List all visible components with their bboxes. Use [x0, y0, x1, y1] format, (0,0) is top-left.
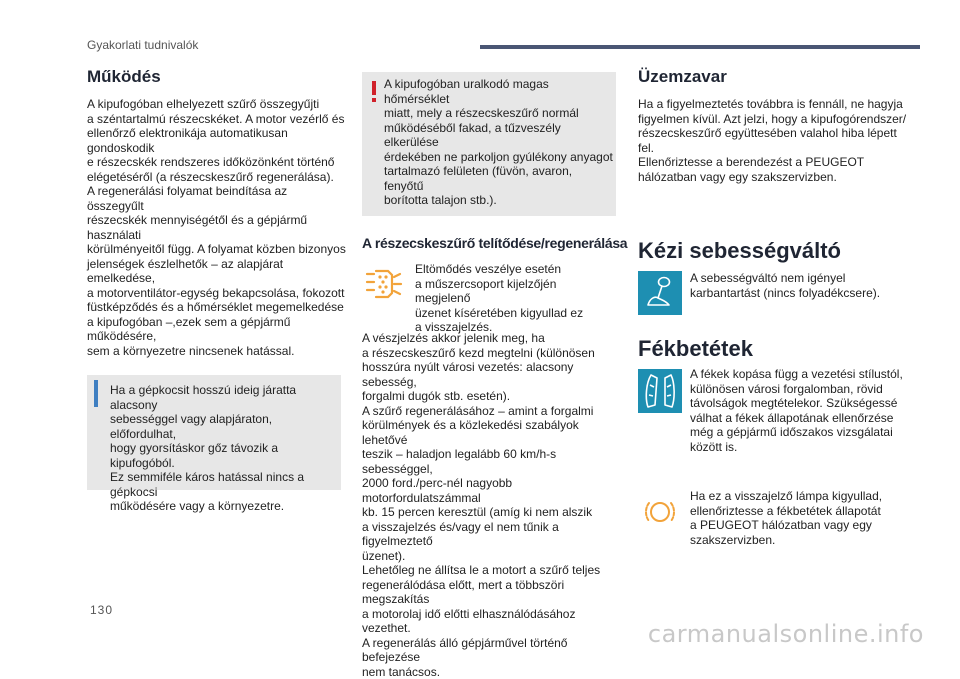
- fekbetetek-body: A fékek kopása függ a vezetési stílustól, különösen városi forgalomban, rövid távolságok megtételekor. Szükségessé válhat a fékek állapotának ellenőrzése még a gépjármű időszakos vizsgálatai között is.: [690, 367, 903, 454]
- warning-icon: [372, 81, 376, 95]
- info-note-text: Ha a gépkocsit hosszú ideig járatta alacsony sebességgel vagy alapjáraton, előfordulhat, hogy gyorsításkor gőz távozik a kipufogóból. Ez semmiféle káros hatással nincs a gépkocsi működésére vagy a környezetre.: [110, 383, 305, 513]
- dpf-icon-text: Eltömődés veszélye esetén a műszercsoport kijelzőjén megjelenő üzenet kíséretében kigyullad ez a visszajelzés.: [415, 262, 584, 334]
- info-note-box: [87, 375, 341, 513]
- mukodes-body: A kipufogóban elhelyezett szűrő összegyűjti a széntartalmú részecskéket. A motor vezérlő és ellenőrző elektronikája automatikusan gondoskodik e részecskék rendszeres időközönként történő elégetéséről (a részecskeszűrő regenerálása). A regenerálási folyamat beindítása az összegyűlt részecskék mennyiségétől és a gépjármű használati körülményeitől függ. A folyamat közben bizonyos jelenségek észlelhetők – az alapjárat emelkedése, a motorventilátor-egység bekapcsolása, fokozott füstképződés és a hőmérséklet megemelkedése a kipufogóban –,ezek sem a gépjármű működésére, sem a környezetre nincsenek hatással.: [87, 97, 346, 358]
- page-number: 130: [90, 603, 114, 617]
- fekbetetek-heading: Fékbetétek: [638, 336, 753, 361]
- brake-pads-icon: [638, 369, 682, 413]
- warning-box: [362, 72, 616, 216]
- regeneralas-heading: A részecskeszűrő telítődése/regenerálása: [362, 235, 628, 251]
- warning-box-text: A kipufogóban uralkodó magas hőmérséklet miatt, mely a részecskeszűrő normál működéséből fakad, a tűzveszély elkerülése érdekében ne parkoljon gyúlékony anyagot tartalmazó felületen (füvön, avaron, fenyőtű borította talajon stb.).: [384, 77, 613, 207]
- uzemzavar-heading: Üzemzavar: [638, 67, 727, 86]
- mukodes-heading: Működés: [87, 67, 161, 86]
- info-icon: [94, 384, 98, 407]
- section-title: Gyakorlati tudnivalók: [87, 38, 199, 52]
- gear-lever-icon: [638, 271, 682, 315]
- regeneralas-body: A vészjelzés akkor jelenik meg, ha a részecskeszűrő kezd megtelni (különösen hosszúra nyúlt városi vezetés: alacsony sebesség, forgalmi dugók stb. esetén). A szűrő regenerálásához – amint a forgalmi körülmények és a közlekedési szabályok lehetővé teszik – haladjon legalább 60 km/h-s sebességgel, 2000 ford./perc-nél nagyobb motorfordulatszámmal kb. 15 percen keresztül (amíg ki nem alszik a visszajelzés és/vagy el nem tűnik a figyelmeztető üzenet). Lehetőleg ne állítsa le a motort a szűrő teljes regenerálódása előtt, mert a többszöri megszakítás a motorolaj idő előtti elhasználódásához vezethet. A regenerálás álló gépjárművel történő befejezése nem tanácsos.: [362, 331, 601, 679]
- particle-filter-icon: [362, 262, 406, 306]
- kezi-body: A sebességváltó nem igényel karbantartást (nincs folyadékcsere).: [690, 271, 881, 300]
- brake-warning-text: Ha ez a visszajelző lámpa kigyullad, ellenőriztesse a fékbetétek állapotát a PEUGEOT hálózatban vagy egy szakszervizben.: [690, 489, 883, 547]
- warning-icon-dot: [372, 98, 376, 102]
- watermark: carmanualsonline.info: [647, 620, 924, 648]
- uzemzavar-body: Ha a figyelmeztetés továbbra is fennáll, ne hagyja figyelmen kívül. Azt jelzi, hogy a kipufogórendszer/ részecskeszűrő együttesében valahol hiba lépett fel. Ellenőriztesse a berendezést a PEUGEOT hálózatban vagy egy szakszervizben.: [638, 97, 907, 184]
- header-divider: [480, 45, 920, 49]
- kezi-sebessegvalto-heading: Kézi sebességváltó: [638, 238, 841, 263]
- brake-wear-warning-icon: [638, 490, 682, 534]
